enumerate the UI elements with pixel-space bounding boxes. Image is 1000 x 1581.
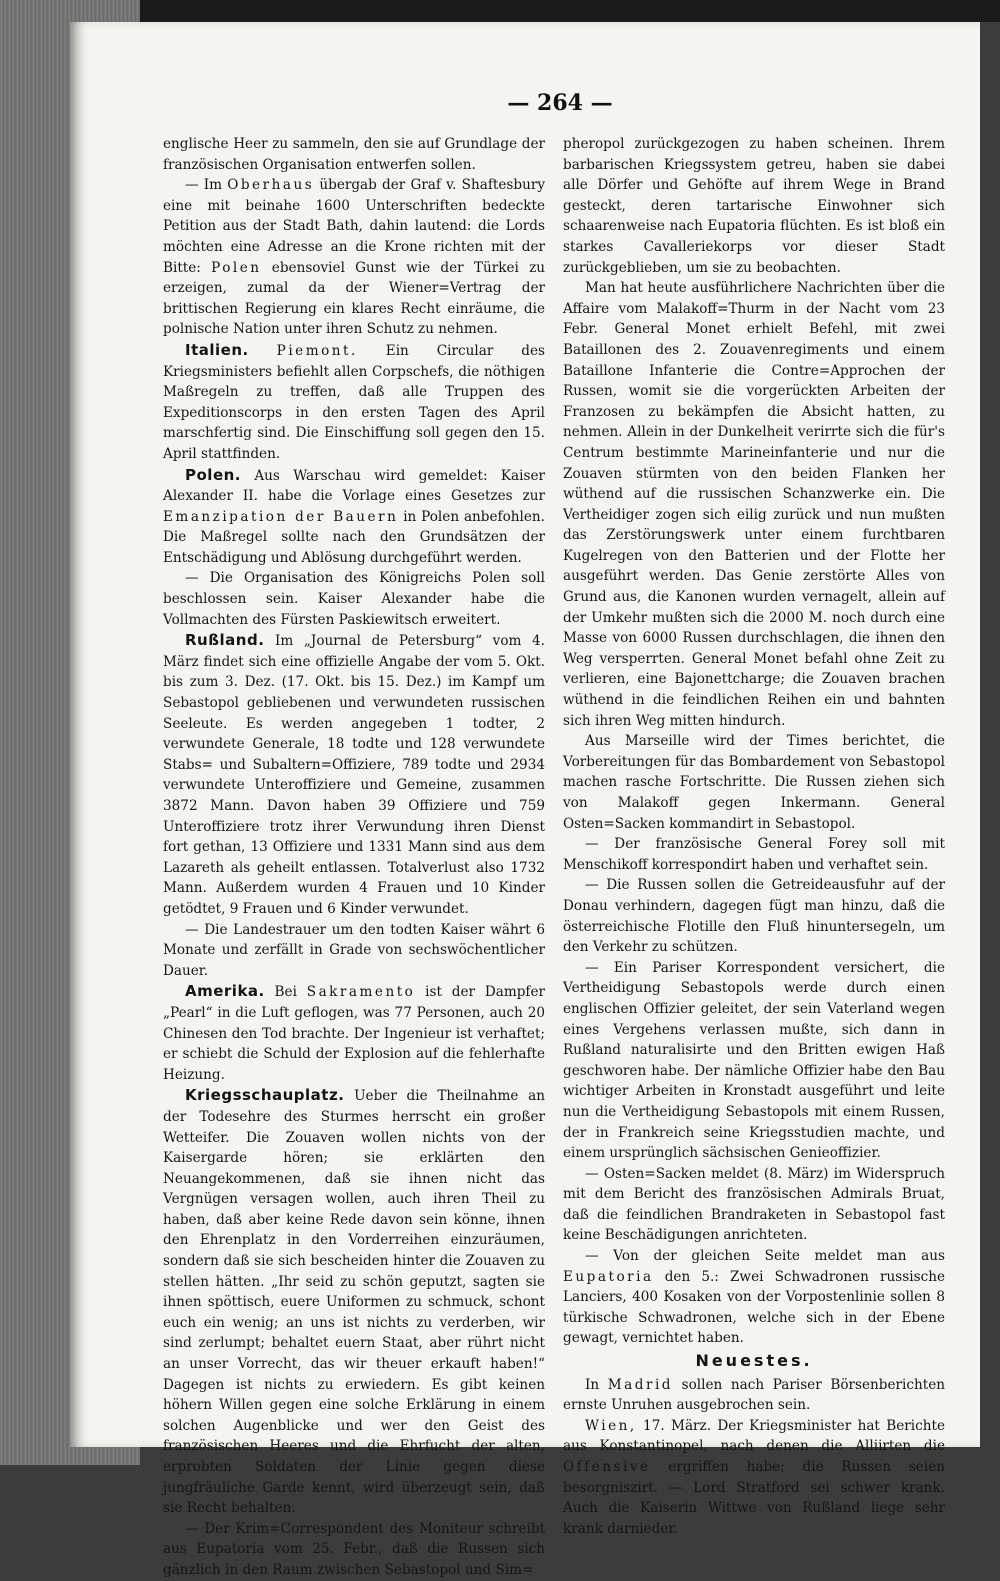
left-column bbox=[163, 134, 545, 1581]
page-number: — 264 — bbox=[507, 90, 613, 116]
paragraph-forey: — Der französische General Forey soll mit Menschikoff korrespondirt haben und verhaftet sein. bbox=[563, 836, 945, 873]
paragraph-eupatoria: — Von der gleichen Seite meldet man aus Eupatoria den 5.: Zwei Schwadronen russische Lanciers, 400 Kosaken von der Vorpostenlinie sollen 8 türkische Schwadronen, welche sich in der Ebene gewagt, vernichtet haben. bbox=[563, 1248, 945, 1347]
section-kriegsschauplatz: Kriegsschauplatz. Ueber die Theilnahme an der Todesehre des Sturmes herrscht ein großer Wetteifer. Die Zouaven wollen nichts von der Kaisergarde hören; sie erklärten den Neuangekommenen, daß sie ihnen nicht das Vergnügen versagen wollen, auch ihren Theil zu haben, daß aber keine Rede davon sein könne, ihnen den Ehrenplatz in den Vorderreihen einzuräumen, sondern daß sie sich bescheiden hinter die Zouaven zu stellen hätten. „Ihr seid zu schön geputzt, sagten sie ihnen spöttisch, euere Uniformen zu schmuck, schont euch ein wenig; an uns ist nichts zu verderben, wir sind zerlumpt; behaltet euern Staat, aber rührt nicht an unser Vorrecht, das wir theuer erkauft haben!“ Dagegen ist nichts zu erwiedern. Es gibt keinen höhern Willen gegen eine solche Erklärung in einem solchen Augenblicke und wer den Geist des französischen Heeres und die Ehrfucht der alten, erprobten Soldaten der Linie gegen diese jungfräuliche Garde kennt, wird überzeugt sein, daß sie Recht behalten. bbox=[163, 1086, 545, 1517]
section-heading-russland: Rußland. bbox=[185, 631, 265, 650]
section-heading-polen: Polen. bbox=[185, 465, 241, 484]
section-amerika: Amerika. Bei Sakramento ist der Dampfer „Pearl“ in die Luft geflogen, was 77 Personen, auch 20 Chinesen den Tod brachte. Der Ingenieur ist verhaftet; er schiebt die Schuld der Explosion auf die fehlerhafte Heizung. bbox=[163, 982, 545, 1083]
paragraph-osten-sacken: — Osten=Sacken meldet (8. März) im Widerspruch mit dem Bericht des französischen Admirals Bruat, daß die feindlichen Brandraketen in Sebastopol fast keine Beschädigungen anrichteten. bbox=[563, 1165, 945, 1244]
section-polen: Polen. Aus Warschau wird gemeldet: Kaiser Alexander II. habe die Vorlage eines Gesetzes zur Emanzipation der Bauern in Polen anbefohlen. Die Maßregel sollte nach den Grundsätzen der Entschädigung und Ablösung durchgeführt werden. bbox=[163, 465, 545, 566]
paragraph-malakoff: Man hat heute ausführlichere Nachrichten über die Affaire vom Malakoff=Thurm in der Nacht vom 23 Febr. General Monet erhielt Befehl, mit zwei Bataillonen des 2. Zouavenregiments und einem Bataillone Infanterie die Contre=Approchen der Russen, womit sie die vorgerückten Arbeiten der Franzosen zu bekämpfen die Absicht hatten, zu nehmen. Allein in der Dunkelheit verirrte sich die für's Centrum bestimmte Marineinfanterie und nur die Zouaven stürmten von den beiden Flanken her wüthend auf die russischen Schanzwerke ein. Die Vertheidiger zogen sich eilig zurück und nun mußten das Zerstörungswerk unter einem furchtbaren Kugelregen von den Batterien und der Flotte her ausgeführt werden. Das Genie zerstörte Alles von Grund aus, die Kanonen wurden vernagelt, allein auf der Umkehr mußten sich die 2000 M. noch durch eine Masse von 6000 Russen durchschlagen, die ihnen den Weg versperrten. General Monet befahl ohne Zeit zu verlieren, eine Bajonettcharge; die Zouaven brachen wüthend in die feindlichen Reihen ein und bahnten sich ihren Weg mitten hindurch. bbox=[563, 280, 945, 729]
section-heading-neuestes: Neuestes. bbox=[695, 1351, 813, 1371]
paragraph-simpheropol: pheropol zurückgezogen zu haben scheinen. Ihrem barbarischen Kriegssystem getreu, haben sie dabei alle Dörfer und Gehöfte auf ihrem Wege in Brand gesteckt, deren tartarische Einwohner sich schaarenweise nach Eupatoria flüchten. Es ist bloß ein starkes Cavalleriekorps vor dieser Stadt zurückgeblieben, um sie zu beobachten. bbox=[563, 136, 945, 276]
paragraph-donau: — Die Russen sollen die Getreideausfuhr auf der Donau verhindern, dagegen fügt man hinzu, daß die österreichische Flotille den Fluß hinuntersegeln, um den Verkehr zu schützen. bbox=[563, 877, 945, 956]
paragraph-landestrauer: — Die Landestrauer um den todten Kaiser währt 6 Monate und zerfällt in Grade von sechswöchentlicher Dauer. bbox=[163, 921, 545, 979]
section-heading-italien: Italien. bbox=[185, 340, 249, 359]
paragraph-marseille: Aus Marseille wird der Times berichtet, die Vorbereitungen für das Bombardement von Sebastopol machen rasche Fortschritte. Die Russen ziehen sich von Malakoff gegen Inkermann. General Osten=Sacken kommandirt in Sebastopol. bbox=[563, 733, 945, 832]
paragraph-krim-correspondent: — Der Krim=Correspondent des Moniteur schreibt aus Eupatoria vom 25. Febr., daß die Russen sich gänzlich in den Raum zwischen Sebastopol und Sim= bbox=[163, 1520, 545, 1578]
paragraph-oberhaus: — Im Oberhaus übergab der Graf v. Shaftesbury eine mit beinahe 1600 Unterschriften bedeckte Petition aus der Stadt Bath, dahin lautend: die Lords möchten eine Adresse an die Krone richten mit der Bitte: Polen ebensoviel Gunst wie der Türkei zu erzeigen, zumal da der Wiener=Vertrag der brittischen Regierung ein klares Recht einräume, die polnische Nation unter ihren Schutz zu nehmen. bbox=[163, 177, 545, 338]
right-column bbox=[563, 134, 945, 1539]
paragraph-madrid: In Madrid sollen nach Pariser Börsenberichten ernste Unruhen ausgebrochen sein. bbox=[563, 1376, 945, 1414]
paragraph-pariser-korrespondent: — Ein Pariser Korrespondent versichert, die Vertheidigung Sebastopols werde durch einen englischen Offizier geleitet, der sein Vaterland wegen eines Vergehens verlassen mußte, sich dann in Rußland naturalisirte und den Britten ewigen Haß geschworen habe. Der nämliche Offizier habe den Bau wichtiger Arbeiten in Kronstadt ausgeführt und leite nun die Vertheidigung Sebastopols mit einem Russen, der in Frankreich seine Kriegsstudien machte, und einem ursprünglich sächsischen Genieoffizier. bbox=[563, 959, 945, 1162]
section-russland: Rußland. Im „Journal de Petersburg“ vom 4. März findet sich eine offizielle Angabe der vom 5. Okt. bis zum 3. Dez. (17. Okt. bis 15. Dez.) im Kampf um Sebastopol gebliebenen und verwundeten russischen Seeleute. Es werden angegeben 1 todter, 2 verwundete Generale, 18 todte und 128 verwundete Stabs= und Subaltern=Offiziere, 789 todte und 2934 verwundete Unteroffiziere und Gemeine, zusammen 3872 Mann. Davon haben 39 Offiziere und 759 Unteroffiziere trotz ihrer Verwundung ihren Dienst fort gethan, 13 Offiziere und 1331 Mann sind aus dem Lazareth als geheilt entlassen. Totalverlust also 1732 Mann. Außerdem wurden 4 Frauen und 10 Kinder getödtet, 9 Frauen und 6 Kinder verwundet. bbox=[163, 631, 545, 917]
section-heading-kriegsschauplatz: Kriegsschauplatz. bbox=[185, 1086, 345, 1105]
section-italien: Italien. Piemont. Ein Circular des Kriegsministers befiehlt allen Corpschefs, die nöthigen Maßregeln zu treffen, daß alle Truppen des Expeditionscorps in den ersten Tagen des April marschfertig sind. Die Einschiffung soll gegen den 15. April stattfinden. bbox=[163, 340, 545, 462]
book-top-edge bbox=[0, 0, 1000, 22]
paragraph-polen-organisation: — Die Organisation des Königreichs Polen soll beschlossen sein. Kaiser Alexander habe die Vollmachten des Fürsten Paskiewitsch erweitert. bbox=[163, 570, 545, 628]
paragraph-england-army: englische Heer zu sammeln, den sie auf Grundlage der französischen Organisation entwerfen sollen. bbox=[163, 136, 545, 173]
section-heading-amerika: Amerika. bbox=[185, 982, 265, 1001]
paragraph-wien: Wien, 17. März. Der Kriegsminister hat Berichte aus Konstantinopel, nach denen die Alliirten die Offensive ergriffen habe; die Russen seien besorgniszirt. — Lord Stratford sei schwer krank. Auch die Kaiserin Wittwe von Rußland liege sehr krank darnieder. bbox=[563, 1417, 945, 1537]
